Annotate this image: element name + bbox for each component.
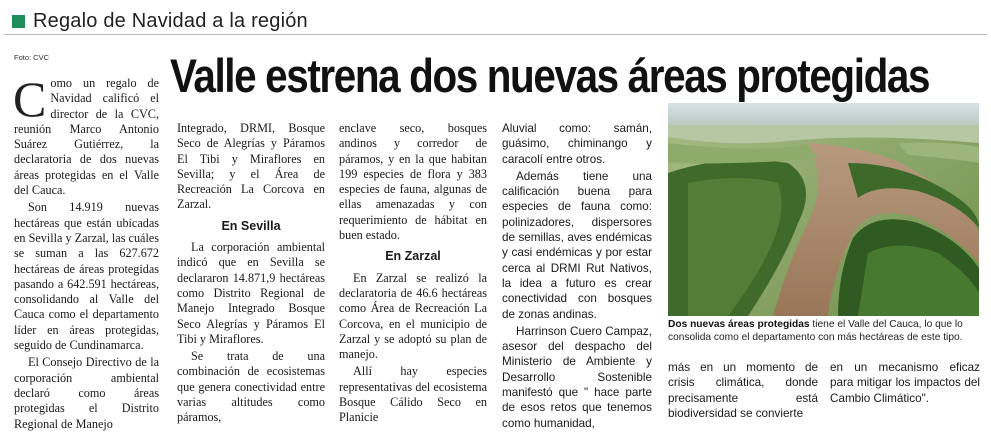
section-marker-icon	[12, 15, 25, 28]
article-paragraph: Integrado, DRMI, Bosque Seco de Alegrías y Páramos El Tibi y Miraflores en Sevilla; y el Área de Recreación La Corcova en Zarzal.	[177, 121, 325, 212]
article-paragraph: La corporación ambiental indicó que en Sevilla se declararon 14.871,9 hectáreas como Distrito Regional de Manejo Integrado Bosque Seco Alegrías y Páramos El Tibi y Miraflores.	[177, 240, 325, 346]
article-paragraph: enclave seco, bosques andinos y corredor de páramos, y en la que habitan 199 especies de flora y 383 especies de fauna, algunas de ellas amenazadas y con requerimiento de hábitat en buen estado.	[339, 121, 487, 243]
article-column-4	[502, 121, 652, 433]
subhead-sevilla: En Sevilla	[221, 218, 281, 233]
section-title: Regalo de Navidad a la región	[33, 9, 308, 32]
subhead-zarzal: En Zarzal	[385, 249, 441, 264]
lead-paragraph: Como un regalo de Navidad calificó el director de la CVC, reunión Marco Antonio Suárez Gutiérrez, la declaratoria de dos nuevas áreas protegidas en el Valle del Cauca.	[13, 71, 159, 198]
article-paragraph: Son 14.919 nuevas hectáreas que están ubicadas en Sevilla y Zarzal, las cuáles se suman a las 627.672 hectáreas de áreas protegidas pasando a 642.591 hectáreas, consolidando al Valle del Cauca como el departamento líder en áreas protegidas, seguido de Cundinamarca.	[14, 200, 159, 353]
article-paragraph: El Consejo Directivo de la corporación ambiental declaró como áreas protegidas el Distrito Regional de Manejo	[14, 355, 159, 431]
drop-cap: C	[13, 71, 47, 127]
caption-lead: Dos nuevas áreas protegidas	[668, 319, 810, 330]
article-paragraph: más en un momento de crisis climática, donde precisamente está biodiversidad se convierte	[668, 361, 818, 420]
article-column-6	[830, 360, 980, 408]
article-paragraph: en un mecanismo eficaz para mitigar los impactos del Cambio Climático".	[830, 361, 980, 405]
article-column-1	[13, 71, 159, 434]
article-paragraph: Harrinson Cuero Campaz, asesor del despacho del Ministerio de Ambiente y Desarrollo Sostenible manifestó que " hace parte de esos retos que tenemos como humanidad,	[502, 324, 652, 430]
headline: Valle estrena dos nuevas áreas protegidas	[170, 49, 930, 102]
aerial-river-photo	[668, 103, 979, 316]
article-paragraph: Se trata de una combinación de ecosistemas que genera conectividad entre varias altitudes como páramos,	[177, 349, 325, 425]
article-paragraph: En Zarzal se realizó la declaratoria de 46.6 hectáreas como Área de Recreación La Corcova, en el municipio de Zarzal y se adoptó su plan de manejo.	[339, 270, 487, 362]
article-column-2	[177, 121, 325, 428]
photo-credit: Foto: CVC	[14, 53, 50, 62]
article-paragraph: Además tiene una calificación buena para especies de fauna como: polinizadores, dispersores de semillas, aves endémicas y casi endémicas y por estar cerca al DRMI Rut Nativos, la idea a futuro es crear conectividad con bosques de zonas andinas.	[502, 169, 652, 321]
article-paragraph: Aluvial como: samán, guásimo, chiminango y caracolí entre otros.	[502, 122, 652, 166]
article-paragraph: Allí hay especies representativas del ecosistema Bosque Cálido Seco en Planicie	[339, 364, 487, 425]
article-column-3	[339, 121, 487, 428]
section-header	[4, 8, 987, 35]
caption-text: tiene el Valle del Cauca, lo que lo consolida como el departamento con más hectáreas de este tipo.	[668, 319, 963, 343]
photo-caption	[668, 318, 979, 344]
